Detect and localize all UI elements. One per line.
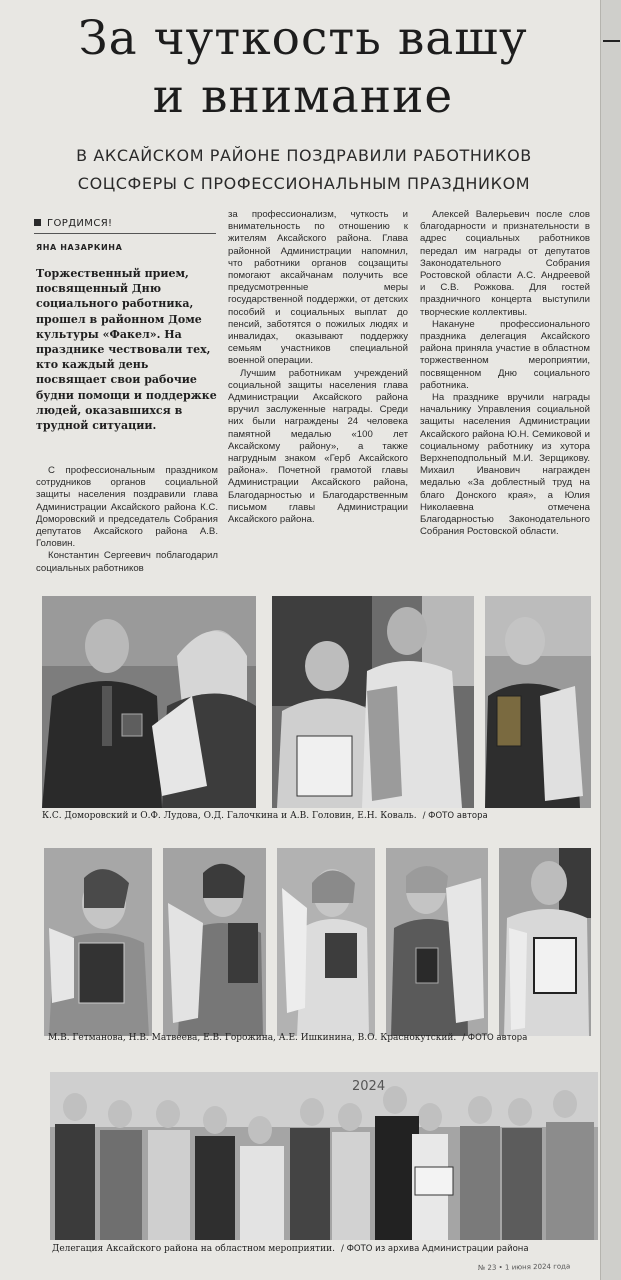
issue-footer: № 23 • 1 июня 2024 года [477,1262,571,1273]
photo-credit: / ФОТО автора [462,1033,528,1043]
divider [603,40,620,42]
adjacent-page-edge [600,0,621,1280]
body-column-3 [420,209,590,538]
caption-text: М.В. Гетманова, Н.В. Матвеева, Е.В. Горожина, А.Е. Ишкинина, В.О. Краснокутский. [48,1033,457,1043]
photo-credit: / ФОТО автора [422,811,488,821]
photo-krasnokutsky [499,848,591,1036]
author-byline: ЯНА НАЗАРКИНА [36,243,123,252]
rubric-label: ГОРДИМСЯ! [47,218,113,229]
article-lead: Торжественный прием, посвященный Дню социального работника, прошел в районном Доме культуры «Факел». На празднике чествовали тех, кто каждый день посвящает свои рабочие будни помощи и поддержке людей, оказавшихся в трудной ситуации. [36,267,217,433]
photo-domorovsky-ludova [42,596,256,808]
paragraph: Лучшим работникам учреждений социальной защиты населения глава Администрации Аксайского района вручил заслуженные награды. Среди них были награждены 24 человека памятной медалью «100 лет Аксайскому району», а также нагрудным знаком «Герб Аксайского района». Почетной грамотой главы Администрации Аксайского района, Благодарностью и Благодарственным письмом главы Администрации Аксайского района. [228,367,408,526]
backdrop-year: 2024 [352,1079,386,1094]
photo-galochkina-golovin [272,596,474,808]
article-headline [18,10,588,126]
headline-line-2: и внимание [152,69,454,124]
photo-caption-2 [48,1033,527,1043]
caption-text: Делегация Аксайского района на областном мероприятии. [52,1244,336,1254]
photo-getmanova [44,848,152,1036]
paragraph: Константин Сергеевич поблагодарил социальных работников [36,550,218,574]
photo-matveeva [163,848,266,1036]
photo-credit: / ФОТО из архива Администрации района [341,1244,529,1254]
headline-line-1: За чуткость вашу [78,11,528,66]
subhead-line-1: В АКСАЙСКОМ РАЙОНЕ ПОЗДРАВИЛИ РАБОТНИКОВ [76,146,532,165]
body-column-2 [228,209,408,526]
article-subhead [30,142,578,198]
photo-caption-3 [52,1244,529,1254]
photo-ishkinina [386,848,488,1036]
paragraph: На празднике вручили награды начальнику Управления социальной защиты населения Администрации Аксайского района Ю.Н. Семиковой и социальному работнику из хутора Верхнеподпольный М.И. Зерщикову. Михаил Иванович награжден медалью «За доблестный труд на благо Донского края», а Юлия Николаевна отмечена Благодарностью Законодательного Собрания Ростовской области. [420,392,590,538]
rubric-square-icon [34,219,41,226]
paragraph: Накануне профессионального праздника делегация Аксайского района приняла участие в областном торжественном мероприятии, посвященном Дню социального работника. [420,318,590,391]
photo-delegation-group [50,1072,598,1240]
subhead-line-2: СОЦСФЕРЫ С ПРОФЕССИОНАЛЬНЫМ ПРАЗДНИКОМ [77,174,531,193]
photo-koval [485,596,591,808]
paragraph: С профессиональным праздником сотрудников органов социальной защиты населения поздравили глава Администрации Аксайского района К.С. Доморовский и председатель Собрания депутатов Аксайского района А.В. Головин. [36,465,218,550]
caption-text: К.С. Доморовский и О.Ф. Лудова, О.Д. Галочкина и А.В. Головин, Е.Н. Коваль. [42,811,417,821]
rubric [34,218,216,234]
photo-caption-1 [42,811,488,821]
body-column-1 [36,465,218,575]
photo-gorozhina [277,848,375,1036]
paragraph: Алексей Валерьевич после слов благодарности и признательности в адрес социальных работников передал им награды от депутатов Законодательного Собрания Ростовской области А.С. Андреевой и С.В. Рожкова. Для гостей праздничного концерта выступили творческие коллективы. [420,209,590,318]
paragraph: за профессионализм, чуткость и внимательность по отношению к жителям Аксайского района. Глава районной Администрации напомнил, что работники органов соцзащиты помогают аксайчанам получить все предусмотренные меры государственной поддержки, от детских пособий и социальных выплат до пенсий, заботятся о пожилых людях и инвалидах, оказывают поддержку семьям участников специальной военной операции. [228,209,408,367]
